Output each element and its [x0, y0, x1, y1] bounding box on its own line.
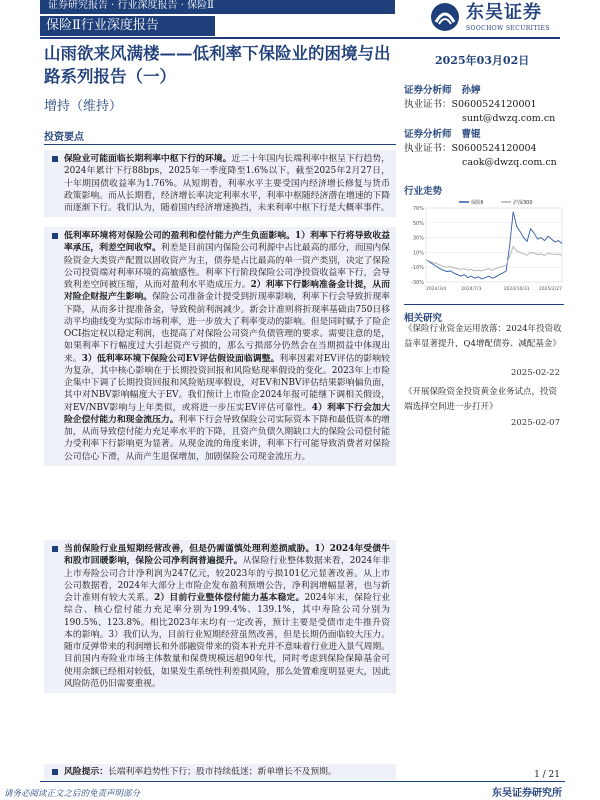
related-report-2-date: 2025-02-07: [510, 418, 560, 428]
key-point-1: [44, 150, 396, 217]
industry-trend-chart: [404, 196, 564, 296]
key-points-title: 投资要点: [44, 132, 84, 143]
y-tick-label: 70%: [412, 206, 424, 212]
risk-warning: [44, 764, 396, 780]
analyst-name: 孙婷: [461, 85, 481, 96]
bullet-icon: [52, 156, 58, 162]
top-band-text: 证券研究报告 · 行业深度报告 · 保险Ⅱ: [48, 0, 214, 11]
key-point-text: 利差是目前国内保险公司利源中占比最高的部分，而国内保险资金大类资产配置以固收资产为主，债券是占比最高的单一资产类别，决定了保险公司投资端对利率环境的高敏感性。利率下行阶段保险公司净投资收益率下行，会导致利差空间被压缩，从而对盈利水平造成压力。: [64, 243, 390, 290]
analyst-cert: 执业证书：S0600524120001: [404, 99, 537, 110]
footer-divider: [40, 781, 565, 782]
risk-text: 长端利率趋势性下行；股市持续低迷；新单增长不及预期。: [108, 767, 337, 777]
key-point-text: 利率因素对EV评估的影响较为复杂，其中核心影响在于长期投资回报和风险贴现率假设的变化。2023年上市险企集中下调了长期投资回报和风险贴现率假设，对EV和NBV评估结果影响偏负面，其中对NBV影响幅度大于EV。我们预计上市险企2024年报可能继下调相关假设，对EV/NBV影响与上年类似，或将进一步压实EV评估可靠性。: [64, 353, 390, 413]
key-point-highlight: 3）低利率环境下保险公司EV评估假设面临调整。: [81, 353, 280, 364]
company-logo: [430, 2, 565, 36]
related-report-2[interactable]: 《开展保险资金投资黄金业务试点，投资端选择空间进一步打开》: [404, 387, 558, 412]
sidebar-divider: [404, 304, 564, 305]
legend-label: 沪深300: [513, 200, 533, 206]
analyst-1: [404, 84, 564, 126]
plot-area: [426, 208, 562, 282]
bullet-icon: [52, 546, 58, 552]
key-point-2: [44, 227, 396, 466]
x-tick-label: 2024/3/4: [426, 287, 447, 292]
disclaimer-note: 请务必阅读正文之后的免责声明部分: [4, 789, 141, 799]
analyst-name: 曹锟: [461, 129, 481, 140]
bullet-icon: [52, 233, 58, 239]
section-divider: [44, 144, 396, 145]
header-divider: [40, 37, 560, 39]
analyst-role: 证券分析师: [404, 85, 452, 96]
top-band: [40, 0, 395, 14]
key-point-highlight: 2）目前行业整体偿付能力基本稳定。: [154, 593, 305, 603]
y-tick-label: 10%: [412, 250, 424, 257]
report-label: [40, 16, 215, 36]
key-point-highlight: 当前保险行业虽短期经营改善，但是仍需谨慎处理利差损威胁。1）2024年受债牛和股市回暖影响，保险公司净利润普遍提升。: [64, 544, 390, 567]
analyst-role: 证券分析师: [404, 129, 452, 140]
report-label-text: 保险Ⅱ行业深度报告: [46, 18, 159, 33]
analyst-email[interactable]: sunt@dwzq.com.cn: [462, 113, 556, 124]
legend-label: 保险Ⅱ: [471, 200, 484, 206]
logo-name-cn: 东吴证券: [466, 2, 542, 23]
key-point-text: 从保险行业整体数据来看，2024年非上市寿险公司合计净利润为247亿元，较2023年的亏损101亿元显著改善。从上市公司数据看，2024年大部分上市险企发布盈利预增公告，净利润增幅显著，也与新会计准则有较大关系。: [64, 556, 390, 603]
logo-mark-icon: [430, 2, 460, 32]
logo-name-en: SOOCHOW SECURITIES: [466, 25, 550, 32]
key-point-text: 2024年末，保险行业综合、核心偿付能力充足率分别为199.4%、139.1%，其中寿险公司分别为190.5%、123.8%。相比2023年末均有一定改善，预计主要是受债市走牛推升资本的影响。3）我们认为，目前行业短期经营虽然改善，但是长期仍面临较大压力。随市反弹带来的利润增长和外部融资带来的资本补充并不意味着行业进入景气周期。目前国内寿险业市场主体数量和保费规模远超90年代，同时考虑到保险保障基金可使用余额已经相对较低，如果发生系统性利差损风险，那么处置难度明显更大，因此风险防范仍旧需要重视。: [64, 593, 391, 689]
bullet-icon: [52, 769, 58, 775]
risk-label: 风险提示：: [64, 767, 108, 777]
report-title: 山雨欲来风满楼——低利率下保险业的困境与出路系列报告（一）: [44, 44, 391, 86]
key-point-highlight: 低利率环境将对保险公司的盈利和偿付能力产生负面影响。1）利率下行将导致收益率承压，利差空间收窄。: [64, 231, 390, 254]
analyst-email[interactable]: caok@dwzq.com.cn: [462, 157, 557, 168]
y-tick-label: 30%: [412, 235, 424, 242]
x-tick-label: 2025/2/27: [538, 287, 562, 292]
trend-title: 行业走势: [404, 186, 443, 197]
key-point-highlight: 4）利率下行会加大险企偿付能力和现金流压力。: [64, 402, 390, 425]
related-title: 相关研究: [404, 313, 443, 324]
page-number: 1 / 21: [534, 770, 560, 780]
y-tick-label: -30%: [411, 280, 424, 286]
analyst-cert: 执业证书：S0600524120004: [404, 143, 537, 154]
x-tick-label: 2024/7/3: [461, 287, 482, 292]
footer-org: 东吴证券研究所: [492, 788, 562, 799]
analyst-2: [404, 128, 564, 170]
key-point-highlight: 保险业可能面临长期利率中枢下行的环境。: [64, 154, 232, 164]
key-point-highlight: 2）利率下行影响准备金计提，从而对险企财报产生影响。: [64, 280, 390, 303]
report-date: 2025年03月02日: [435, 54, 530, 67]
key-point-text: 近二十年国内长端利率中枢呈下行趋势，2024年累计下行88bps，2025年一季度降至1.6%以下，截至2025年2月27日，十年期国债收益率为1.76%。从短期看，利率水平主要受国内经济增长修复与货币政策影响。而从长期看，经济增长率决定利率水平，利率中枢随经济潜在增速的下降而逐渐下行。我们认为，随着国内经济增速换挡，未来利率中枢下行是大概率事件。: [64, 154, 390, 213]
key-point-3: [44, 540, 396, 693]
y-tick-label: -10%: [411, 265, 424, 272]
rating: 增持（维持）: [44, 99, 123, 114]
key-point-text: 利率下行会导致保险公司实际资本下降和最低资本的增加，从而导致偿付能力充足率水平的下降，且资产负债久期缺口大的保险公司偿付能力受利率下行影响更为显著。从现金流的角度来讲，利率下行可能导致消费者对保险公司信心下滑，从而产生退保增加，加剧保险公司现金流压力。: [64, 414, 390, 462]
related-report-1-date: 2025-02-22: [510, 368, 560, 378]
x-tick-label: 2024/10/31: [503, 287, 530, 292]
key-point-text: 保险公司准备金计提受到折现率影响，利率下行会导致折现率下降，从而多计提准备金，导致税前利润减少。新会计准则将折现率基础由750日移动平均曲线变为实际市场利率，进一步放大了利率变动的影响。但是同时赋予了险企OCI指定权以稳定利润，也提高了对保险公司资产负债管理的要求。需要注意的是，如果利率下行幅度过大引起资产亏损的，那么亏损部分仍然会在当期损益中体现出来。: [64, 292, 390, 364]
y-tick-label: 50%: [412, 220, 424, 227]
related-report-1[interactable]: 《保险行业资金运用放落：2024年投资收益率显著提升，Q4增配债券、减配基金》: [404, 324, 562, 349]
